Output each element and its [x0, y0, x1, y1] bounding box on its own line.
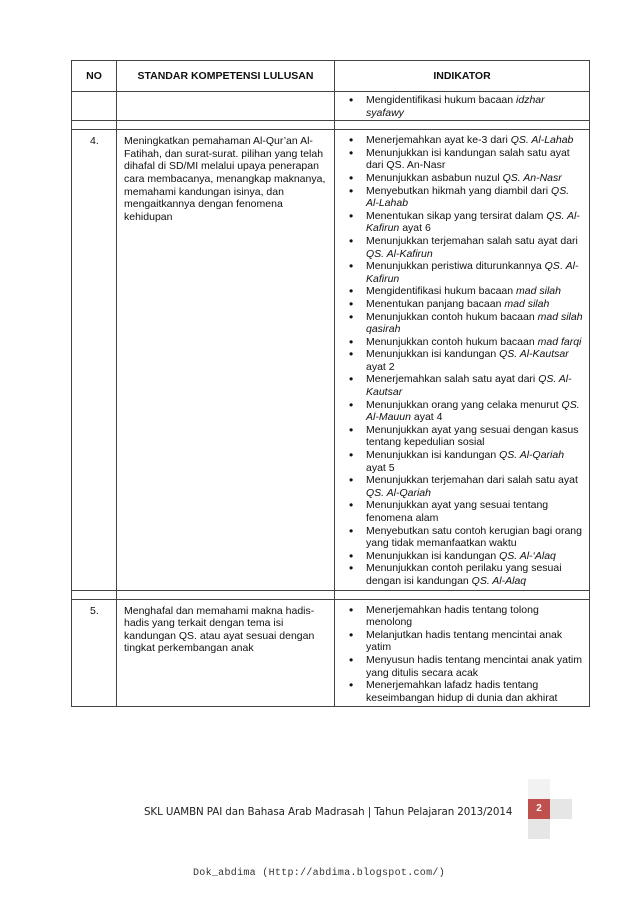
indicator-item: [366, 298, 583, 311]
indicator-italic-text: QS. Al-‘Alaq: [499, 549, 556, 562]
indicator-italic-text: QS. Al-Kafirun: [366, 209, 580, 235]
indicator-text: Mengidentifikasi hukum bacaan: [366, 94, 517, 106]
indicator-text: Menunjukkan ayat yang sesuai dengan kasus tentang kepedulian sosial: [366, 423, 579, 449]
cell-no-empty: [72, 92, 117, 121]
page-footer: SKL UAMBN PAI dan Bahasa Arab Madrasah | Tahun Pelajaran 2013/2014: [144, 806, 513, 818]
indicator-list: [335, 600, 589, 707]
indicator-italic-text: QS. Al-Mauun: [366, 398, 580, 424]
table-row: [72, 130, 590, 590]
indicator-text: Menunjukkan isi kandungan: [366, 549, 500, 562]
indicator-item: [366, 210, 583, 235]
indicator-text: Menunjukkan asbabun nuzul: [366, 171, 503, 184]
indicator-item: [366, 525, 583, 550]
indicator-item: [366, 147, 583, 172]
indicator-italic-text: QS. Al-Kautsar: [499, 348, 569, 361]
indicator-item: [366, 474, 583, 499]
cell-indicators-continued: [335, 92, 590, 121]
indicator-italic-text: QS. Al-Qariah: [499, 449, 565, 462]
indicator-item: [366, 449, 583, 474]
indicator-text: Menerjemahkan hadis tentang tolong menolong: [366, 603, 539, 629]
indicator-italic-text: mad silah: [504, 297, 550, 310]
footer-decoration: [528, 779, 550, 799]
cell-indicators: [335, 599, 590, 707]
header-no: NO: [72, 61, 117, 92]
table-row-continued: [72, 92, 590, 121]
header-indicator: INDIKATOR: [335, 61, 590, 92]
indicator-text: Menunjukkan contoh hukum bacaan: [366, 310, 538, 323]
indicator-text: ayat 5: [366, 461, 395, 474]
indicator-text: Menerjemahkan salah satu ayat dari: [366, 373, 539, 386]
indicator-text: Menunjukkan isi kandungan salah satu ayat dari QS. An-Nasr: [366, 146, 570, 172]
indicator-italic-text: QS. An-Nasr: [502, 171, 562, 184]
indicator-text: Menentukan panjang bacaan: [366, 297, 505, 310]
indicator-item: [366, 629, 583, 654]
indicator-text: Menunjukkan contoh perilaku yang sesuai dengan isi kandungan: [366, 562, 562, 587]
indicator-italic-text: QS. Al-Kautsar: [366, 373, 572, 399]
indicator-item: [366, 373, 583, 398]
indicator-text: ayat 4: [410, 411, 443, 424]
skl-table: [71, 60, 590, 707]
standard-text: Menghafal dan memahami makna hadis-hadis yang terkait dengan tema isi kandungan QS. atau ayat sesuai dengan tingkat perkembangan anak: [117, 599, 335, 707]
indicator-italic-text: mad silah qasirah: [366, 310, 583, 336]
indicator-text: Menunjukkan orang yang celaka menurut: [366, 398, 562, 411]
indicator-item: [366, 654, 583, 679]
indicator-text: Menentukan sikap yang tersirat dalam: [366, 209, 547, 222]
source-caption: Dok_abdima (Http://abdima.blogspot.com/): [192, 868, 446, 879]
indicator-item: [366, 424, 583, 449]
indicator-italic-text: QS. Al-Alaq: [471, 574, 527, 587]
indicator-italic-text: QS. Al-Qariah: [366, 486, 431, 499]
row-number: 4.: [72, 130, 117, 590]
indicator-italic-text: QS. Al-Lahab: [510, 134, 574, 147]
indicator-italic-text: idzhar syafawy: [366, 94, 545, 119]
indicator-text: Menunjukkan peristiwa diturunkannya: [366, 260, 545, 273]
indicator-text: Menunjukkan contoh hukum bacaan: [366, 335, 538, 348]
indicator-item: [366, 311, 583, 336]
indicator-item: [366, 172, 583, 185]
indicator-item: [366, 604, 583, 629]
indicator-italic-text: QS. Al-Lahab: [366, 184, 570, 210]
indicator-text: Menunjukkan isi kandungan: [366, 449, 500, 462]
indicator-text: Menyusun hadis tentang mencintai anak yatim yang ditulis secara acak: [366, 653, 582, 679]
indicator-text: Menyebutkan satu contoh kerugian bagi orang yang tidak memanfaatkan waktu: [366, 524, 582, 550]
indicator-italic-text: QS: [544, 260, 560, 273]
indicator-text: ayat 6: [399, 222, 431, 235]
footer-decoration: [528, 819, 550, 839]
indicator-item: [366, 679, 583, 704]
indicator-text: Melanjutkan hadis tentang mencintai anak yatim: [366, 628, 563, 654]
indicator-item: [366, 499, 583, 524]
indicator-text: .: [559, 260, 566, 273]
indicator-text: Menyebutkan hikmah yang diambil dari: [366, 184, 552, 197]
indicator-item: [366, 336, 583, 349]
indicator-item: [366, 94, 583, 119]
indicator-text: Menunjukkan terjemahan dari salah satu ayat: [366, 474, 578, 487]
indicator-italic-text: QS. Al-Kafirun: [366, 247, 433, 260]
page-number-badge: 2: [528, 799, 550, 819]
indicator-text: Menunjukkan isi kandungan: [366, 348, 500, 361]
indicator-item: [366, 285, 583, 298]
indicator-item: [366, 550, 583, 563]
table-gap-row: [72, 590, 590, 599]
table-gap-row: [72, 121, 590, 130]
footer-decoration: [550, 799, 572, 819]
indicator-text: Menerjemahkan ayat ke-3 dari: [366, 134, 511, 147]
cell-standard-empty: [117, 92, 335, 121]
indicator-item: [366, 185, 583, 210]
table-row: [72, 599, 590, 707]
indicator-text: ayat 2: [366, 360, 395, 373]
indicator-item: [366, 348, 583, 373]
indicator-text: Menunjukkan ayat yang sesuai tentang fenomena alam: [366, 499, 549, 524]
indicator-italic-text: Al-Kafirun: [366, 260, 579, 285]
indicator-italic-text: mad farqi: [537, 335, 582, 348]
indicator-text: Menunjukkan terjemahan salah satu ayat dari: [366, 234, 578, 247]
cell-indicators: [335, 130, 590, 590]
table-header-row: [72, 61, 590, 92]
indicator-item: [366, 260, 583, 285]
indicator-text: Mengidentifikasi hukum bacaan: [366, 285, 517, 298]
indicator-item: [366, 562, 583, 587]
row-number: 5.: [72, 599, 117, 707]
indicator-list: [335, 92, 589, 120]
standard-text: Meningkatkan pemahaman Al-Qur’an Al-Fatihah, dan surat-surat. pilihan yang telah dihafal di SD/MI melalui upaya penerapan cara membacanya, menangkap maknanya, memahami kandungan isinya, dan mengaitkannya dengan fenomena kehidupan: [117, 130, 335, 590]
indicator-text: Menerjemahkan lafadz hadis tentang keseimbangan hidup di dunia dan akhirat: [366, 679, 558, 704]
indicator-item: [366, 235, 583, 260]
indicator-item: [366, 399, 583, 424]
header-standard: STANDAR KOMPETENSI LULUSAN: [117, 61, 335, 92]
indicator-list: [335, 130, 589, 589]
indicator-item: [366, 134, 583, 147]
indicator-italic-text: mad silah: [516, 285, 561, 298]
